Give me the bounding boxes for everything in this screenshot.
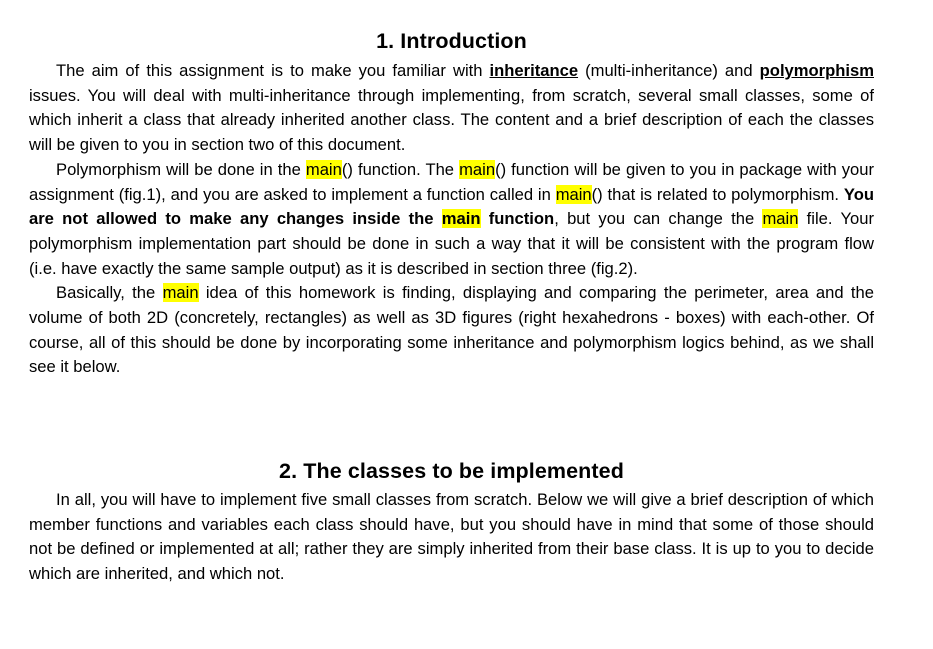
text-run: The aim of this assignment is to make you familiar with	[56, 61, 490, 80]
text-run: () function will be given to you in package with your assignment (fig.1), and you are asked to implement a function called in	[29, 159, 875, 204]
highlight-main: main	[459, 159, 496, 179]
text-run: Basically, the	[56, 283, 163, 303]
text-run: () that is related to polymorphism.	[591, 184, 844, 204]
highlight-main: main	[441, 209, 481, 229]
section-introduction	[29, 27, 874, 380]
intro-paragraph-3	[29, 281, 874, 380]
text-run: , but you can change the	[554, 209, 763, 229]
highlight-main: main	[555, 184, 592, 204]
section-classes	[29, 457, 874, 587]
text-run: Polymorphism will be done in the	[56, 159, 306, 179]
intro-paragraph-2	[29, 158, 874, 282]
classes-paragraph-1: In all, you will have to implement five small classes from scratch. Below we will give a brief description of which member functions and variables each class should have, but you should have in mind that some of those should not be defined or implemented at all; rather they are simply inherited from their base class. It is up to you to decide which are inherited, and which not.	[29, 490, 874, 584]
text-run: file. Your polymorphism implementation part should be done in such a way that it will be consistent with the program flow (i.e. have exactly the same sample output) as it is described in section three (fig.2).	[29, 209, 874, 278]
highlight-main: main	[305, 159, 342, 179]
intro-paragraph-1	[29, 59, 874, 158]
text-run: () function. The	[341, 159, 460, 179]
text-run: function	[480, 209, 555, 229]
text-run: issues. You will deal with multi-inheritance through implementing, from scratch, several small classes, some of which inherit a class that already inherited another class. The content and a brief description of each the classes will be given to you in section two of this document.	[29, 85, 874, 155]
highlight-main: main	[762, 209, 799, 229]
highlight-main: main	[162, 283, 199, 303]
text-run: (multi-inheritance) and	[578, 61, 760, 80]
keyword-inheritance: inheritance	[489, 61, 579, 80]
section-heading-introduction: 1. Introduction	[376, 29, 527, 53]
section-heading-classes: 2. The classes to be implemented	[279, 459, 624, 483]
text-run: You are not allowed to make any changes inside the	[29, 184, 874, 229]
text-run: idea of this homework is finding, displaying and comparing the perimeter, area and the volume of both 2D (concretely, rectangles) as well as 3D figures (right hexahedrons - boxes) with each-other. Of course, all of this should be done by incorporating some inheritance and polymorphism logics behind, as we shall see it below.	[29, 283, 874, 377]
keyword-polymorphism: polymorphism	[759, 61, 874, 80]
